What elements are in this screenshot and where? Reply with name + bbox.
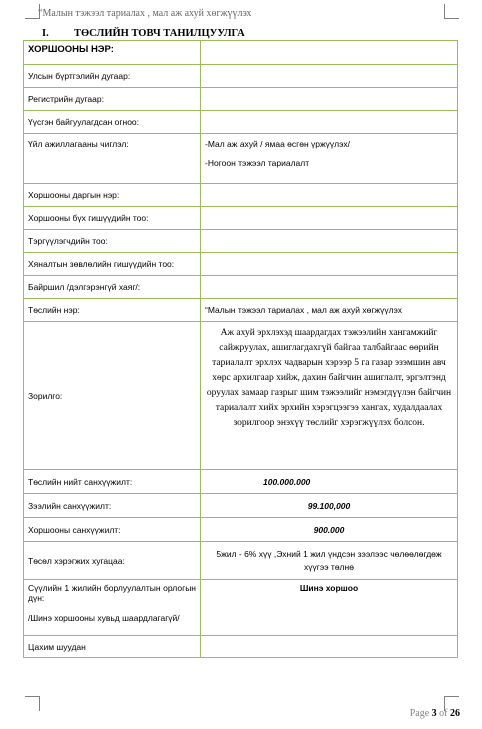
- row-label: Байршил /дэлгэрэнгүй хаяг/:: [24, 276, 201, 299]
- table-row: [24, 88, 458, 111]
- table-row: [24, 276, 458, 299]
- table-row: [24, 230, 458, 253]
- project-goal-value: Аж ахуй эрхлэхэд шаардагдах тэжээлийн хангамжийг сайжруулах, ашиглагдахгүй байгаа талбайгаас өөрийн тариалалт эрхлэх чадварын хэрээр 5 га газар эзэмшин авч хөрс архилгаар хийж, дахин байгчин ашиглалт, эргэлтэнд оруулах замаар газрыг шим тэжээлийг нэмэгдүүлэн байгчин тариалалт хийх эрхийн хэрэгцээгээ хангах, худалдаалах зорилгоор энэхүү төслийг хэрэгжүүлэх болсон.: [201, 322, 458, 470]
- row-value: [201, 636, 458, 658]
- row-value: [201, 88, 458, 111]
- table-row: [24, 134, 458, 184]
- table-row: [24, 580, 458, 636]
- row-value: [201, 184, 458, 207]
- row-label: Хоршооны даргын нэр:: [24, 184, 201, 207]
- loan-funding-value: 99.100,000: [201, 494, 458, 518]
- cooperative-name-value: [201, 41, 458, 65]
- page-total: 26: [450, 708, 460, 719]
- table-header-row: [24, 41, 458, 65]
- table-row: [24, 636, 458, 658]
- row-value: [201, 65, 458, 88]
- table-row: [24, 322, 458, 470]
- row-label: Хяналтын зөвлөлийн гишүүдийн тоо:: [24, 253, 201, 276]
- table-row: [24, 542, 458, 580]
- running-header: “Малын тэжээл тариалах , мал аж ахуй хөгжүүлэх: [38, 8, 252, 19]
- cooperative-name-label: ХОРШООНЫ НЭР:: [24, 41, 201, 65]
- table-row: [24, 494, 458, 518]
- row-value: [201, 230, 458, 253]
- row-label: Хоршооны бүх гишүүдийн тоо:: [24, 207, 201, 230]
- row-label: Хоршооны санхүүжилт:: [24, 518, 201, 542]
- row-label: Зорилго:: [24, 322, 201, 470]
- section-title-text: ТӨСЛИЙН ТОВЧ ТАНИЛЦУУЛГА: [74, 28, 245, 39]
- table-row: [24, 470, 458, 494]
- row-label: Үүсгэн байгуулагдсан огноо:: [24, 111, 201, 134]
- row-value: [201, 276, 458, 299]
- row-label: [24, 580, 201, 636]
- row-value: [201, 111, 458, 134]
- page-word: Page: [409, 708, 430, 719]
- cooperative-info-table: [23, 40, 458, 658]
- row-label: Төсөл хэрэгжих хугацаа:: [24, 542, 201, 580]
- sales-income-note: /Шинэ хоршооны хувьд шаардлагагүй/: [28, 613, 180, 623]
- table-row: [24, 253, 458, 276]
- section-title: [42, 28, 245, 39]
- row-label: Төслийн нэр:: [24, 299, 201, 322]
- sales-income-label: Сүүлийн 1 жилийн борлуулалтын орлогын дүн:: [28, 583, 196, 603]
- row-label: Цахим шуудан: [24, 636, 201, 658]
- activity-line: -Мал аж ахуй / ямаа өсгөн үржүүлэх/: [205, 139, 350, 149]
- table-row: [24, 207, 458, 230]
- table-row: [24, 299, 458, 322]
- row-label: Регистрийн дугаар:: [24, 88, 201, 111]
- row-label: Тэргүүлэгчдийн тоо:: [24, 230, 201, 253]
- row-label: Зээлийн санхүүжилт:: [24, 494, 201, 518]
- sales-income-value: Шинэ хоршоо: [201, 580, 458, 636]
- of-word: of: [439, 708, 448, 719]
- table-row: [24, 111, 458, 134]
- row-label: Үйл ажиллагааны чиглэл:: [24, 134, 201, 184]
- row-label: Төслийн нийт санхүүжилт:: [24, 470, 201, 494]
- page-number: 3: [431, 708, 437, 719]
- cooperative-funding-value: 900.000: [201, 518, 458, 542]
- activity-line: -Ногоон тэжээл тариалалт: [205, 158, 310, 168]
- row-label: Улсын бүртгэлийн дугаар:: [24, 65, 201, 88]
- page-footer: [410, 708, 460, 719]
- section-number: I.: [42, 28, 49, 39]
- table-row: [24, 518, 458, 542]
- crop-mark-bottom-left: [25, 696, 40, 711]
- table-row: [24, 65, 458, 88]
- total-funding-value: 100.000.000: [201, 470, 458, 494]
- crop-mark-top-right: [444, 4, 459, 19]
- duration-value: 5жил - 6% хүү ,Эхний 1 жил үндсэн зээлээс чөлөөлөгдөж хүүгээ төлнө: [201, 542, 458, 580]
- row-value: [201, 134, 458, 184]
- row-value: [201, 253, 458, 276]
- project-name-value: “Малын тэжээл тариалах , мал аж ахуй хөгжүүлэх: [201, 299, 458, 322]
- row-value: [201, 207, 458, 230]
- table-row: [24, 184, 458, 207]
